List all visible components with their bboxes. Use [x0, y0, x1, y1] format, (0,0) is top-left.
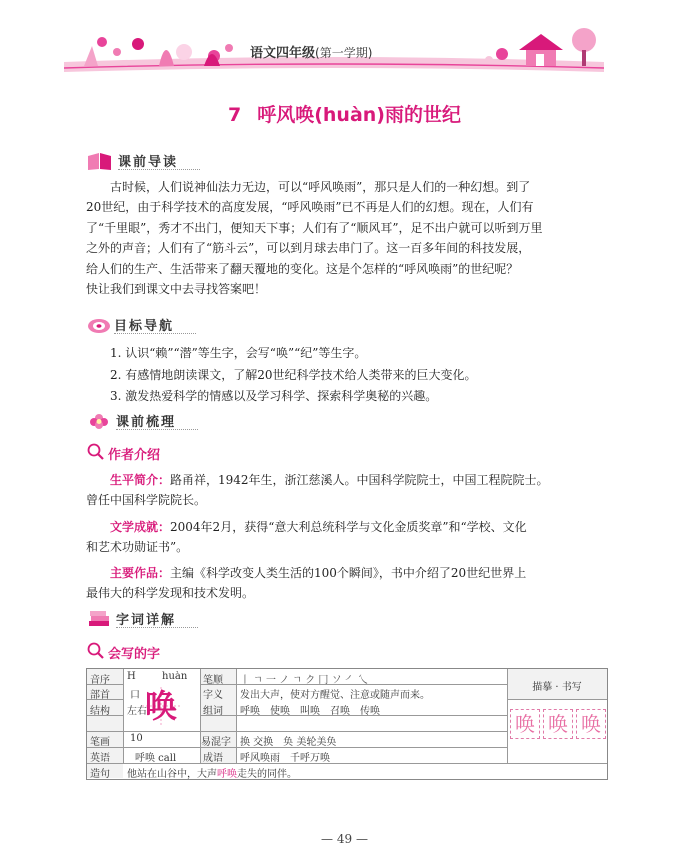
value-meaning: 发出大声，使对方醒觉、注意或随声而来。 — [240, 690, 430, 701]
value-structure: 左右 — [127, 706, 147, 717]
heading-underline — [114, 333, 196, 334]
goal-item: 2. 有感情地朗读课文，了解20世纪科学技术给人类带来的巨大变化。 — [110, 368, 477, 382]
practice-box[interactable] — [576, 709, 606, 739]
value-confusable: 换 交换 奂 美轮美奂 — [240, 737, 337, 748]
section-heading-text: 课前导读 — [118, 155, 179, 170]
label-confusable: 易混字 — [201, 737, 231, 748]
subheading-text: 会写的字 — [108, 647, 161, 662]
preview-line: 快让我们到课文中去寻找答案吧！ — [86, 282, 267, 297]
preview-line: 之外的声音；人们有了“筋斗云”，可以到月球去串门了。这一百多年间的科技发展， — [86, 241, 531, 256]
subheading-author — [86, 442, 286, 462]
flower-icon — [86, 410, 114, 432]
subheading-writable-chars — [86, 641, 286, 661]
book-icon — [86, 150, 114, 172]
section-heading-preview — [86, 150, 286, 172]
section-heading-vocab — [86, 608, 286, 630]
label-initial: 音序 — [90, 675, 110, 686]
label-practice: 描摹 · 书写 — [532, 682, 582, 693]
lesson-title — [0, 100, 689, 127]
label-english: 英语 — [90, 753, 110, 764]
preview-paragraph — [86, 177, 606, 299]
target-icon — [86, 314, 114, 336]
works-label: 主要作品： — [110, 566, 171, 580]
label-words: 组词 — [203, 706, 223, 717]
practice-char: 唤 — [548, 712, 568, 736]
section-heading-text: 课前梳理 — [116, 415, 177, 430]
works-line: 主编《科学改变人类生活的100个瞬间》，书中介绍了20世纪世界上 — [170, 566, 527, 580]
section-heading-review — [86, 410, 286, 432]
label-stroke-order: 笔顺 — [203, 675, 223, 686]
sentence-highlight: 呼唤 — [217, 769, 237, 780]
achievement-label: 文学成就： — [110, 520, 171, 534]
bio-line: 曾任中国科学院院长。 — [86, 493, 207, 508]
author-achievements — [86, 517, 606, 558]
preview-line: 了“千里眼”，秀才不出门，便知天下事；人们有了“顺风耳”，足不出户就可以听到万里 — [86, 220, 543, 235]
value-sentence — [127, 765, 597, 780]
sentence-before: 他站在山谷中，大声 — [127, 769, 217, 780]
practice-box[interactable] — [543, 709, 573, 739]
heading-underline — [116, 627, 198, 628]
author-works — [86, 563, 606, 604]
main-character: 唤 — [144, 687, 177, 725]
lesson-number: 7 — [227, 104, 242, 126]
practice-char: 唤 — [515, 712, 535, 736]
value-stroke-order: 丨 ㄱ 一 ノ ㄱ ク 冂 ソ ㇒ 乀 — [240, 675, 368, 686]
practice-char: 唤 — [581, 712, 601, 736]
value-idioms: 呼风唤雨 千呼万唤 — [240, 753, 330, 764]
value-radical: 口 — [130, 690, 140, 701]
character-table — [86, 668, 608, 780]
book-title-main: 语文四年级 — [250, 46, 316, 61]
value-words: 呼唤 使唤 叫唤 召唤 传唤 — [240, 706, 380, 717]
label-radical: 部首 — [90, 690, 110, 701]
magnifier-icon — [86, 641, 106, 661]
heading-underline — [116, 429, 198, 430]
achievement-line: 2004年2月，获得“意大利总统科学与文化金质奖章”和“学校、文化 — [170, 520, 527, 534]
sentence-after: 走失的同伴。 — [237, 769, 297, 780]
preview-line: 给人们的生产、生活带来了翻天覆地的变化。这是个怎样的“呼风唤雨”的世纪呢？ — [86, 261, 519, 276]
goal-item: 1. 认识“赖”“潜”等生字，会写“唤”“纪”等生字。 — [110, 346, 367, 360]
value-english: 呼唤 call — [135, 753, 177, 764]
value-pinyin: huàn — [162, 671, 188, 682]
works-line: 最伟大的科学发现和技术发明。 — [86, 586, 255, 601]
section-heading-goals — [86, 314, 286, 336]
bio-line: 路甬祥，1942年生，浙江慈溪人。中国科学院院士，中国工程院院士。 — [170, 473, 549, 487]
section-heading-text: 目标导航 — [114, 319, 175, 334]
preview-line: 20世纪，由于科学技术的高度发展，“呼风唤雨”已不再是人们的幻想。现在，人们有 — [86, 200, 534, 215]
label-strokes: 笔画 — [90, 737, 110, 748]
label-sentence: 造句 — [90, 769, 110, 780]
label-meaning: 字义 — [203, 690, 223, 701]
page-number: — 49 — — [321, 832, 368, 846]
books-stack-icon — [86, 608, 114, 630]
label-structure: 结构 — [90, 706, 110, 717]
book-title — [250, 42, 372, 61]
preview-line: 古时候，人们说神仙法力无边，可以“呼风唤雨”，那只是人们的一种幻想。到了 — [110, 180, 531, 194]
magnifier-icon — [86, 442, 106, 462]
subheading-text: 作者介绍 — [108, 448, 161, 463]
bio-label: 生平简介： — [110, 473, 171, 487]
achievement-line: 和艺术功勋证书”。 — [86, 540, 189, 555]
lesson-title-text: 呼风唤(huàn)雨的世纪 — [257, 104, 461, 126]
value-strokes: 10 — [130, 733, 143, 744]
author-bio — [86, 470, 606, 511]
label-idioms: 成语 — [203, 753, 223, 764]
section-heading-text: 字词详解 — [116, 613, 177, 628]
goal-item: 3. 激发热爱科学的情感以及学习科学、探索科学奥秘的兴趣。 — [110, 389, 438, 403]
book-title-sub: (第一学期) — [315, 46, 373, 60]
value-initial: H — [127, 671, 136, 682]
practice-box[interactable] — [510, 709, 540, 739]
heading-underline — [118, 169, 200, 170]
